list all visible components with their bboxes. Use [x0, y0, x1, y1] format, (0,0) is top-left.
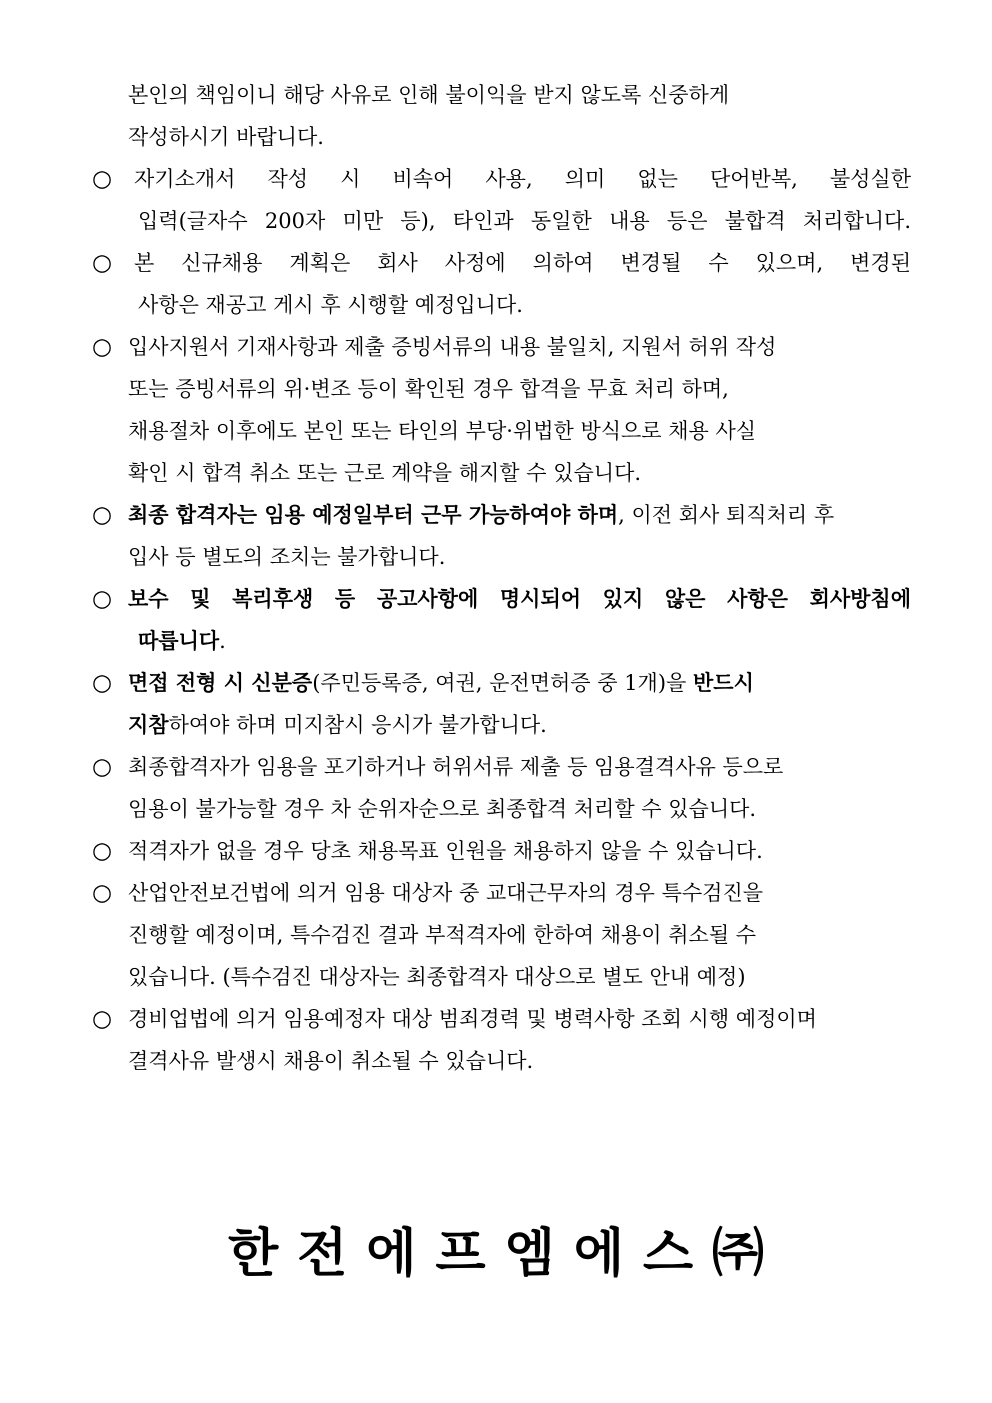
intro-line-2: 작성하시기 바랍니다. — [128, 125, 324, 149]
item-6-rest-text: 하여야 하며 미지참시 응시가 불가합니다. — [168, 713, 547, 737]
bullet-icon: ○ — [92, 250, 113, 276]
item-1-line-2: 입력(글자수 200자 미만 등), 타인과 동일한 내용 등은 불합격 처리합니다. — [138, 209, 911, 233]
bullet-icon: ○ — [92, 1006, 113, 1032]
bullet-icon: ○ — [92, 166, 113, 192]
bullet-icon: ○ — [92, 880, 113, 906]
item-5-line-2 — [138, 626, 226, 656]
intro-line-1: 본인의 책임이니 해당 사유로 인해 불이익을 받지 않도록 신중하게 — [128, 83, 730, 107]
item-9-line-2: 진행할 예정이며, 특수검진 결과 부적격자에 한하여 채용이 취소될 수 — [128, 923, 757, 947]
item-4-rest-text: , 이전 회사 퇴직처리 후 — [618, 503, 835, 527]
item-7-line-1: 최종합격자가 임용을 포기하거나 허위서류 제출 등 임용결격사유 등으로 — [128, 755, 784, 779]
item-3-line-4: 확인 시 합격 취소 또는 근로 계약을 해지할 수 있습니다. — [128, 461, 642, 485]
item-5-rest-text: . — [219, 629, 226, 653]
bullet-icon: ○ — [92, 670, 113, 696]
company-name: 한 전 에 프 엠 에 스 ㈜ — [228, 1223, 764, 1284]
item-7-line-2: 임용이 불가능할 경우 차 순위자순으로 최종합격 처리할 수 있습니다. — [128, 797, 757, 821]
item-4-bold-text: 최종 합격자는 임용 예정일부터 근무 가능하여야 하며 — [128, 502, 619, 527]
item-5-line-1: 보수 및 복리후생 등 공고사항에 명시되어 있지 않은 사항은 회사방침에 — [128, 586, 911, 611]
item-6-bold-text-b: 반드시 — [693, 670, 754, 695]
item-6-bold-text-c: 지참 — [128, 712, 169, 737]
bullet-icon: ○ — [92, 586, 113, 612]
bullet-icon: ○ — [92, 754, 113, 780]
item-10-line-1: 경비업법에 의거 임용예정자 대상 범죄경력 및 병력사항 조회 시행 예정이며 — [128, 1007, 817, 1031]
item-2-line-1: 본 신규채용 계획은 회사 사정에 의하여 변경될 수 있으며, 변경된 — [134, 251, 911, 275]
item-4-line-1 — [128, 500, 834, 530]
bullet-icon: ○ — [92, 502, 113, 528]
item-10-line-2: 결격사유 발생시 채용이 취소될 수 있습니다. — [128, 1049, 534, 1073]
item-6-line-2 — [128, 710, 547, 740]
item-3-line-3: 채용절차 이후에도 본인 또는 타인의 부당·위법한 방식으로 채용 사실 — [128, 419, 757, 443]
item-6-mid-text: (주민등록증, 여권, 운전면허증 중 1개)을 — [312, 671, 693, 695]
item-9-line-3: 있습니다. (특수검진 대상자는 최종합격자 대상으로 별도 안내 예정) — [128, 965, 746, 989]
item-6-bold-text-a: 면접 전형 시 신분증 — [128, 670, 313, 695]
bullet-icon: ○ — [92, 838, 113, 864]
item-6-line-1 — [128, 668, 754, 698]
item-3-line-1: 입사지원서 기재사항과 제출 증빙서류의 내용 불일치, 지원서 허위 작성 — [128, 335, 777, 359]
item-8-line-1: 적격자가 없을 경우 당초 채용목표 인원을 채용하지 않을 수 있습니다. — [128, 839, 763, 863]
item-5-bold-text: 따릅니다 — [138, 628, 220, 653]
item-2-line-2: 사항은 재공고 게시 후 시행할 예정입니다. — [138, 293, 523, 317]
item-4-line-2: 입사 등 별도의 조치는 불가합니다. — [128, 545, 446, 569]
bullet-icon: ○ — [92, 334, 113, 360]
item-3-line-2: 또는 증빙서류의 위·변조 등이 확인된 경우 합격을 무효 처리 하며, — [128, 377, 729, 401]
item-1-line-1: 자기소개서 작성 시 비속어 사용, 의미 없는 단어반복, 불성실한 — [134, 167, 911, 191]
item-9-line-1: 산업안전보건법에 의거 임용 대상자 중 교대근무자의 경우 특수검진을 — [128, 881, 764, 905]
